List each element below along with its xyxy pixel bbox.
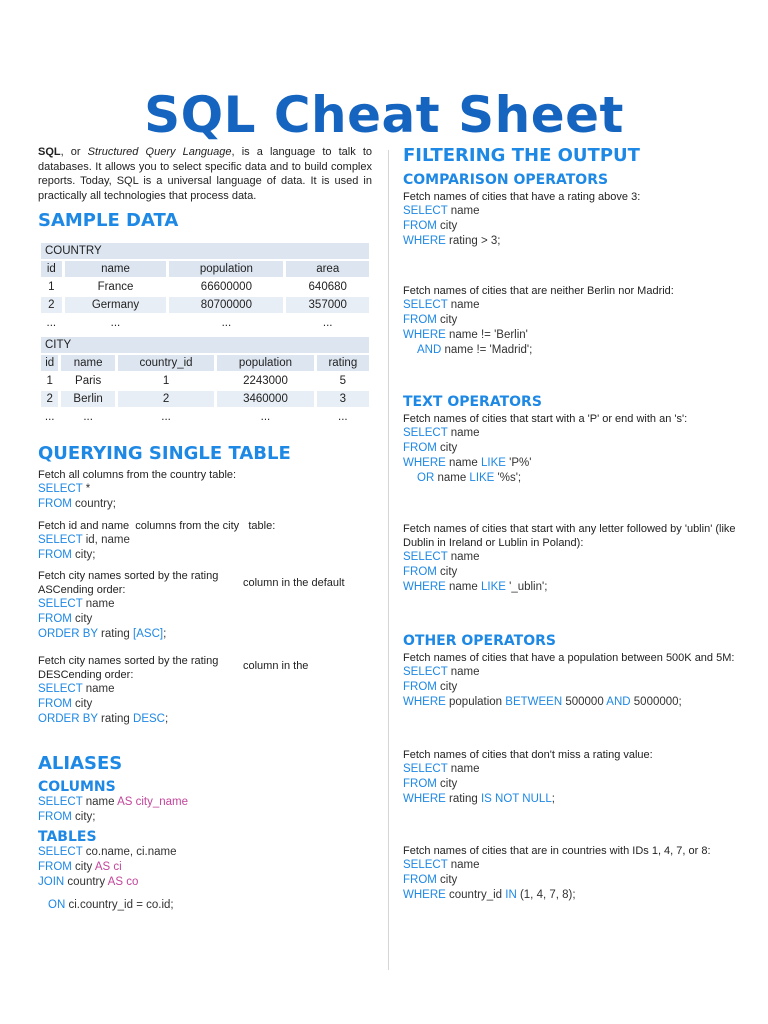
query-block <box>403 412 738 486</box>
table-cell: 5 <box>339 375 347 387</box>
query-description: Fetch names of cities that start with any letter followed by 'ublin' (like Dublin in Ireland or Lublin in Poland): <box>403 523 736 549</box>
aliases-heading: ALIASES <box>38 753 123 774</box>
filtering-heading: FILTERING THE OUTPUT <box>403 145 640 166</box>
code-text: city <box>436 566 458 578</box>
keyword: FROM <box>38 613 72 625</box>
query-description: Fetch names of cities that are in countries with IDs 1, 4, 7, or 8: <box>403 845 711 857</box>
intro-rest: , is a language to talk to databases. It allows you to select specific data and to build complex reports. Today, SQL is a universal language of data. It is used in practically all technologies that process data. <box>38 146 372 202</box>
table-cell: Berlin <box>61 391 114 407</box>
keyword: OR <box>417 472 435 484</box>
code-block <box>403 665 738 710</box>
city-col-header: id <box>41 355 58 371</box>
code-text: population <box>445 696 506 708</box>
keyword: IS NOT NULL <box>480 793 552 805</box>
code-block <box>403 204 738 249</box>
code-text: 5000000; <box>630 696 682 708</box>
keyword: IN <box>505 889 517 901</box>
keyword: SELECT <box>38 683 83 695</box>
keyword: FROM <box>38 498 72 510</box>
code-text: city <box>71 861 95 873</box>
intro-paragraph <box>38 145 372 203</box>
code-text: name <box>445 457 481 469</box>
table-cell: 357000 <box>286 297 369 313</box>
keyword: SELECT <box>403 551 448 563</box>
code-block <box>403 426 738 486</box>
sample-data-heading: SAMPLE DATA <box>38 210 179 231</box>
table-cell: 2 <box>118 391 214 407</box>
table-cell: ... <box>161 411 171 423</box>
table-cell: France <box>97 281 134 293</box>
country-col-header: id <box>41 261 62 277</box>
query-block <box>403 651 738 710</box>
keyword: ORDER BY <box>38 713 98 725</box>
code-block <box>403 298 738 358</box>
code-text: city <box>71 613 93 625</box>
code-text: * <box>82 483 91 495</box>
desc-text: columns from the city <box>135 520 240 532</box>
left-column <box>38 145 372 913</box>
city-table-name: CITY <box>41 337 369 353</box>
table-cell: 2 <box>41 297 62 313</box>
keyword: FROM <box>38 549 72 561</box>
code-block <box>38 682 372 727</box>
table-row <box>41 373 369 389</box>
query-block <box>38 569 372 642</box>
query-block <box>403 284 738 358</box>
code-text: country_id <box>445 889 506 901</box>
code-text: co.name, ci.name <box>82 846 177 858</box>
code-text: name <box>447 763 480 775</box>
query-block <box>403 748 738 807</box>
table-cell: 1 <box>48 281 55 293</box>
code-block <box>403 858 738 903</box>
keyword: LIKE <box>480 581 506 593</box>
code-block <box>38 482 372 512</box>
keyword: WHERE <box>403 457 446 469</box>
alias-text: AS ci <box>94 861 122 873</box>
code-text: ; <box>163 628 167 640</box>
code-block <box>38 795 372 825</box>
table-row <box>41 279 369 295</box>
keyword: SELECT <box>403 299 448 311</box>
keyword: WHERE <box>403 329 446 341</box>
table-cell: 80700000 <box>169 297 283 313</box>
keyword: SELECT <box>403 666 448 678</box>
query-block <box>403 844 738 903</box>
code-text: city <box>436 442 458 454</box>
text-operators-heading: TEXT OPERATORS <box>403 394 542 410</box>
keyword: SELECT <box>403 763 448 775</box>
table-cell: ... <box>83 411 93 423</box>
country-col-header: population <box>169 261 283 277</box>
code-block <box>38 597 372 642</box>
keyword: SELECT <box>38 796 83 808</box>
table-cell: 66600000 <box>200 281 252 293</box>
query-description: Fetch names of cities that have a rating above 3: <box>403 191 641 203</box>
query-description: Fetch names of cities that start with a 'P' or end with an 's': <box>403 413 688 425</box>
code-text: name <box>447 299 480 311</box>
right-column <box>403 145 738 903</box>
table-cell: Paris <box>75 375 102 387</box>
query-block <box>403 190 738 249</box>
code-text: city; <box>71 811 96 823</box>
country-table <box>38 241 372 333</box>
query-block <box>38 519 372 563</box>
table-cell: 2243000 <box>243 375 288 387</box>
keyword: FROM <box>403 566 437 578</box>
columns-heading: COLUMNS <box>38 779 116 795</box>
code-text: name <box>447 551 480 563</box>
query-block <box>403 522 738 595</box>
querying-heading: QUERYING SINGLE TABLE <box>38 443 291 464</box>
code-block <box>38 533 372 563</box>
comparison-heading: COMPARISON OPERATORS <box>403 172 609 188</box>
table-cell: ... <box>338 411 348 423</box>
code-text: name <box>82 796 118 808</box>
table-cell: 640680 <box>308 281 347 293</box>
code-text: name <box>82 598 115 610</box>
keyword: WHERE <box>403 581 446 593</box>
alias-text: AS city_name <box>117 796 189 808</box>
desc-side-text: column in the default <box>243 577 345 589</box>
keyword: FROM <box>38 698 72 710</box>
city-col-header: population <box>217 355 313 371</box>
code-text: country <box>64 876 108 888</box>
desc-text: DESCending order: <box>38 669 134 681</box>
code-text: ; <box>164 713 169 725</box>
desc-side-text: column in the <box>243 660 309 672</box>
keyword: BETWEEN <box>505 696 563 708</box>
code-text: name <box>447 427 480 439</box>
query-description <box>38 654 372 682</box>
table-cell: ... <box>322 317 333 329</box>
desc-text: Fetch city names sorted by the rating <box>38 570 219 582</box>
keyword: [ASC] <box>133 628 164 640</box>
table-cell: 3460000 <box>217 391 313 407</box>
code-text: name != 'Madrid'; <box>441 344 533 356</box>
table-cell: ... <box>221 317 232 329</box>
code-text: city <box>436 220 458 232</box>
table-cell: 1 <box>46 375 53 387</box>
code-text: name <box>447 205 480 217</box>
keyword: DESC <box>133 713 165 725</box>
query-block <box>38 468 372 512</box>
table-row <box>41 391 369 407</box>
city-col-header: name <box>61 355 114 371</box>
intro-sql: SQL <box>38 146 61 158</box>
column-divider <box>388 150 389 970</box>
keyword: FROM <box>38 811 72 823</box>
code-text: '_ublin'; <box>505 581 548 593</box>
query-block <box>38 654 372 727</box>
code-text: city <box>436 778 458 790</box>
table-cell: ... <box>260 411 271 423</box>
table-row <box>41 315 369 331</box>
code-text: ; <box>551 793 555 805</box>
table-cell: 3 <box>317 391 369 407</box>
keyword: WHERE <box>403 889 446 901</box>
desc-text: Fetch id and name <box>38 520 130 532</box>
table-cell: ... <box>44 411 55 423</box>
keyword: LIKE <box>469 472 495 484</box>
code-text: ci.country_id = co.id; <box>65 899 174 911</box>
page-title: SQL Cheat Sheet <box>144 86 624 144</box>
intro-italic: Structured Query Language <box>87 146 232 158</box>
keyword: SELECT <box>403 205 448 217</box>
code-text: city <box>71 698 93 710</box>
desc-text: ASCending order: <box>38 584 126 596</box>
keyword: FROM <box>403 442 437 454</box>
keyword: FROM <box>403 314 437 326</box>
code-text: (1, 4, 7, 8); <box>516 889 576 901</box>
query-description: Fetch names of cities that are neither Berlin nor Madrid: <box>403 285 674 297</box>
table-row <box>41 297 369 313</box>
code-text: name != 'Berlin' <box>445 329 528 341</box>
keyword: SELECT <box>38 534 83 546</box>
city-table <box>38 335 372 427</box>
table-row <box>41 409 369 425</box>
query-description: Fetch all columns from the country table: <box>38 469 237 481</box>
keyword: WHERE <box>403 793 446 805</box>
keyword: FROM <box>403 778 437 790</box>
keyword: SELECT <box>38 483 83 495</box>
keyword: LIKE <box>480 457 506 469</box>
code-text: city <box>436 874 458 886</box>
keyword: ORDER BY <box>38 628 98 640</box>
code-text: rating <box>97 713 134 725</box>
keyword: SELECT <box>38 598 83 610</box>
city-col-header: country_id <box>118 355 214 371</box>
code-text: city <box>436 681 458 693</box>
query-description <box>38 519 372 533</box>
code-text: name <box>447 666 480 678</box>
code-text: name <box>82 683 115 695</box>
other-operators-heading: OTHER OPERATORS <box>403 633 556 649</box>
keyword: FROM <box>403 874 437 886</box>
keyword: WHERE <box>403 696 446 708</box>
keyword: FROM <box>38 861 72 873</box>
alias-text: AS co <box>107 876 139 888</box>
code-text: name <box>434 472 470 484</box>
query-description: Fetch names of cities that don't miss a rating value: <box>403 749 653 761</box>
table-cell: 2 <box>41 391 58 407</box>
table-cell: ... <box>46 317 57 329</box>
code-text: id, name <box>82 534 130 546</box>
keyword: SELECT <box>403 859 448 871</box>
keyword: AND <box>417 344 442 356</box>
keyword: FROM <box>403 681 437 693</box>
keyword: AND <box>606 696 631 708</box>
code-text: name <box>445 581 481 593</box>
code-text: 500000 <box>562 696 607 708</box>
country-col-header: name <box>65 261 167 277</box>
table-cell: ... <box>110 317 121 329</box>
desc-text: Fetch city names sorted by the rating <box>38 655 219 667</box>
code-block <box>38 845 372 913</box>
code-text: '%s'; <box>494 472 522 484</box>
query-description: Fetch names of cities that have a population between 500K and 5M: <box>403 652 735 664</box>
code-text: name <box>447 859 480 871</box>
keyword: ON <box>48 899 66 911</box>
code-block <box>403 762 738 807</box>
keyword: WHERE <box>403 235 446 247</box>
desc-text: table: <box>248 520 276 532</box>
code-text: rating <box>97 628 134 640</box>
code-text: rating <box>445 793 481 805</box>
code-text: 'P%' <box>505 457 532 469</box>
code-text: country; <box>71 498 116 510</box>
intro-text: , or <box>60 146 88 158</box>
table-cell: Germany <box>65 297 167 313</box>
table-cell: 1 <box>162 375 170 387</box>
city-col-header: rating <box>317 355 369 371</box>
tables-heading: TABLES <box>38 829 97 845</box>
code-text: city; <box>71 549 96 561</box>
country-table-name: COUNTRY <box>41 243 369 259</box>
keyword: FROM <box>403 220 437 232</box>
keyword: SELECT <box>38 846 83 858</box>
country-col-header: area <box>286 261 369 277</box>
code-text: city <box>436 314 458 326</box>
code-block <box>403 550 738 595</box>
keyword: SELECT <box>403 427 448 439</box>
code-text: rating > 3; <box>445 235 501 247</box>
keyword: JOIN <box>38 876 65 888</box>
